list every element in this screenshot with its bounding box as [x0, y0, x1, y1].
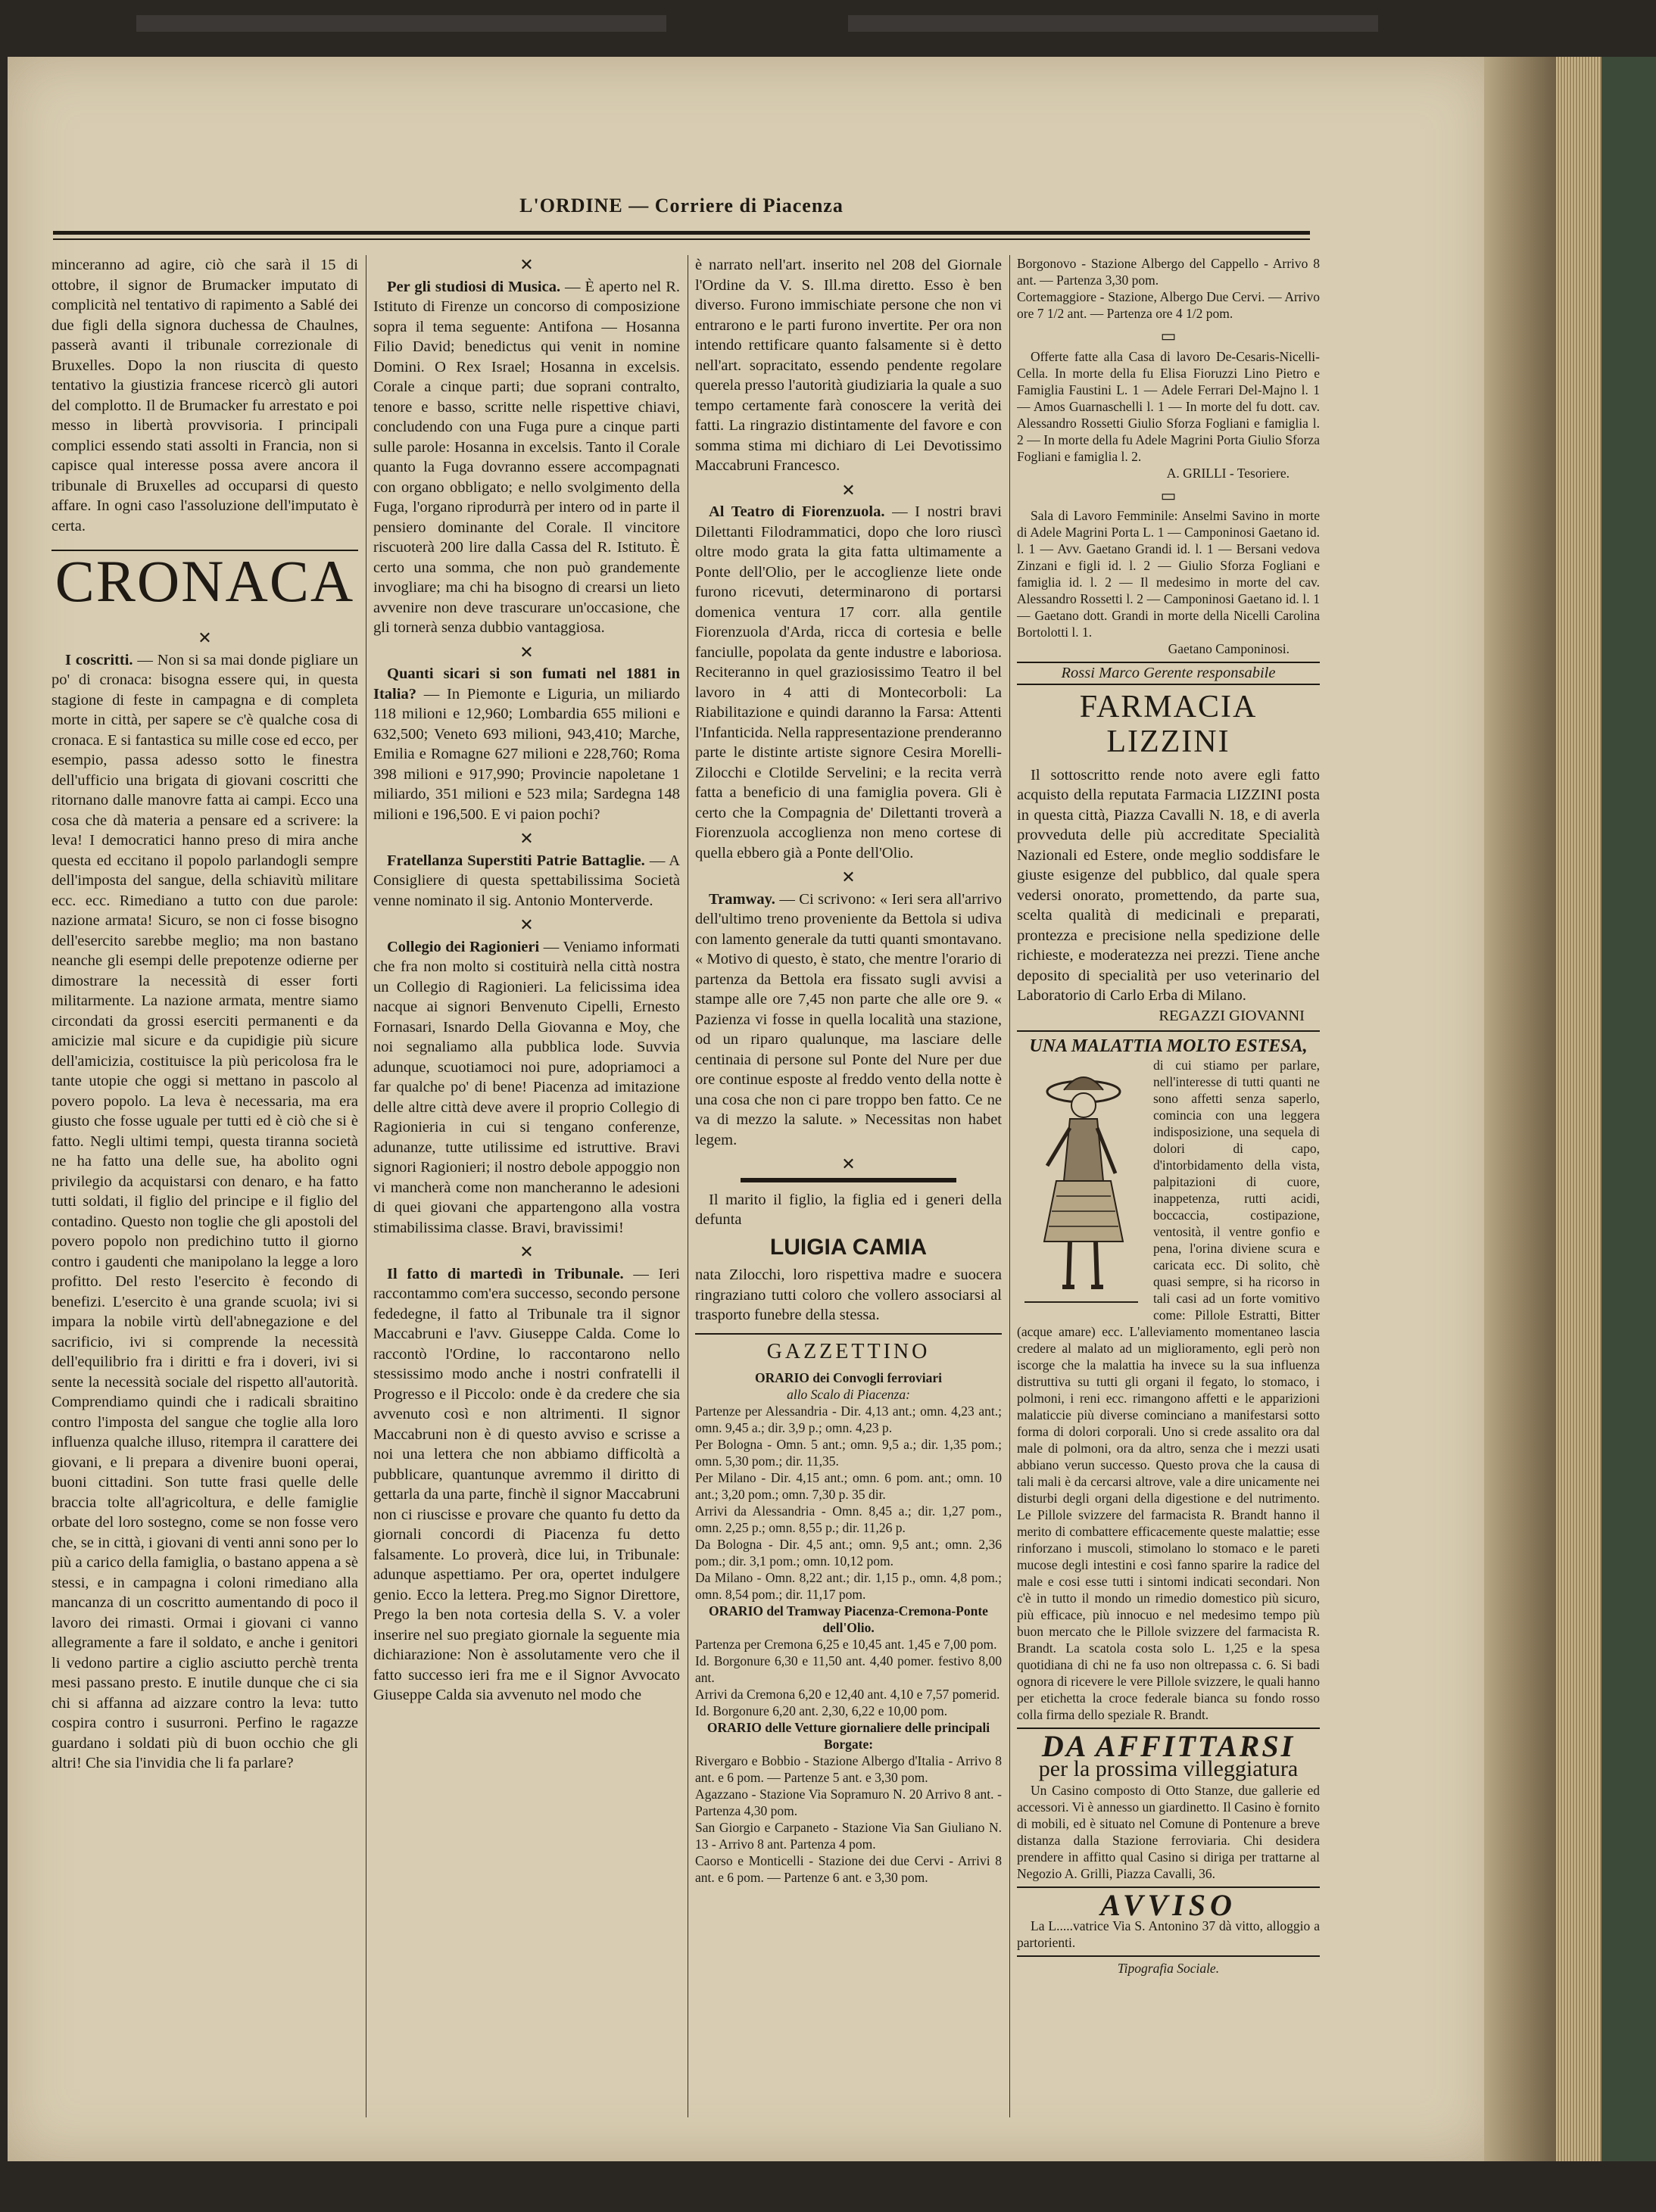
affittarsi-title: DA AFFITTARSI — [1041, 1728, 1296, 1763]
affittarsi-subtitle: per la prossima villeggiatura — [1038, 1756, 1299, 1781]
separator: ✕ — [841, 480, 856, 500]
mourning-rule — [741, 1178, 956, 1182]
letter-end: è narrato nell'art. inserito nel 208 del Giornale l'Ordine da V. S. Ill.ma diretto. Esso è ben diverso. Furono immischiate persone che non vi entrarono e le parti furono invertite. Per ora non intendo rettificare quanto falsamente si è detto nell'art. sopracitato, essendo pendente regolare querela presso l'autorità giudiziaria la quale a suo tempo certamente farà conoscere la verità dei fatti. La ringrazio distintamente del favore e con somma stima mi dichiaro di Lei Devotissimo Maccabruni Francesco. — [695, 257, 1002, 474]
sala-text: Sala di Lavoro Femminile: Anselmi Savino in morte di Adele Magrini Porta L. 1 — Camponinosi Gaetano id. l. 1 — Avv. Gaetano Grandi id. l. 1 — Bersani vedova Zinzani e figli id. l. 2 — Giulio Sforza Fogliani e famiglia id. l. 2 — Il medesimo in morte del cav. Alessandro Rossetti l. 2 — Camponinosi Gaetano id. l. 1 — Gaetano dott. Grandi in morte della Nicelli Carolina Bortolotti l. 1. — [1017, 508, 1320, 640]
article-text: — Ci scrivono: « Ieri sera all'arrivo dell'ultimo treno proveniente da Bettola si udiva con lamento generale da tutti quanti smontavano. « Motivo di questo, è stato, che mentre l'orario di partenza da Bettola era fissato sugli avvisi a stampe alle ore 7,45 non parte che alle ore 9. « Pazienza vi fosse in quella località una stazione, od un riparo qualunque, ma lasciare delle centinaia di persone sul Ponte del Nure per due ore continue esposte al freddo vento della notte è una cosa che non ci pare troppo ben fatto. Ce ne va di mezzo la salute. » Necessitas non habet legem. — [695, 890, 1002, 1148]
avviso-text: La L.....vatrice Via S. Antonino 37 dà vitto, alloggio a partorienti. — [1017, 1918, 1320, 1950]
masthead-rule-thin — [53, 238, 1310, 240]
necrology-text: Il marito il figlio, la figlia ed i generi della defunta — [695, 1191, 1002, 1228]
orario-line: Partenze per Alessandria - Dir. 4,13 ant.; omn. 4,23 ant.; omn. 9,45 a.; dir. 3,9 p.; omn. 4,23 p. — [695, 1404, 1002, 1435]
article-text: — È aperto nel R. Istituto di Firenze un concorso di composizione sopra il tema seguente: Antifona — Hosanna Filio David; benedictus qui venit in nomine Domini. O Rex Israel; Hosanna in excelsis. Corale a cinque parti; due soprani contralto, tenore e basso, scritte nelle rispettive chiavi, concludendo con una Fuga pure a cinque parti sulle parole: Hosanna in excelsis. Tanto il Corale quanto la Fuga dovranno essere accompagnati con organo obbligato; e nello svolgimento della Fuga, l'organo riprodurrà per intero od in parte il pensiero dominante del Corale. Il vincitore riscuoterà 200 lire dalla Cassa del R. Istituto. È certo una somma, che non può grandemente invogliare; ma chi ha bisogno di crearsi un lieto avvenire non deve trascurare un'occasione, che gli tornerà senza dubbio vantaggiosa. — [373, 278, 680, 636]
article-fratellanza — [373, 851, 680, 911]
gerente-line: Rossi Marco Gerente responsabile — [1017, 662, 1320, 685]
masthead: L'ORDINE — Corriere di Piacenza — [519, 195, 844, 217]
article-title: Tramway. — [709, 890, 775, 908]
separator: ✕ — [519, 642, 534, 662]
orario-line: Per Milano - Dir. 4,15 ant.; omn. 6 pom. ant.; omn. 10 ant.; 3,20 pom.; omn. 7,30 p. 35 dir. — [695, 1470, 1002, 1502]
article-ragionieri — [373, 937, 680, 1238]
column-2 — [373, 255, 680, 2117]
necrology-name: LUIGIA CAMIA — [769, 1234, 928, 1260]
separator: ✕ — [841, 868, 856, 886]
girl-illustration-icon — [1017, 1060, 1146, 1310]
tram-line: Arrivi da Cremona 6,20 e 12,40 ant. 4,10 e 7,57 pomerid. — [695, 1687, 1000, 1702]
column-1 — [51, 255, 358, 2117]
section-heading: CRONACA — [51, 550, 358, 612]
vetture-line: San Giorgio e Carpaneto - Stazione Via San Giuliano N. 13 - Arrivo 8 ant. Partenza 4 pom. — [695, 1820, 1002, 1852]
article-title: Il fatto di martedì in Tribunale. — [387, 1265, 624, 1282]
orario-line: Da Bologna - Dir. 4,5 ant.; omn. 9,5 ant.; omn. 2,36 pom.; dir. 3,1 pom.; omn. 10,12 pom. — [695, 1537, 1002, 1569]
book-gutter — [1484, 57, 1556, 2161]
orario-block — [695, 1369, 1002, 1886]
farmacia-title: FARMACIA LIZZINI — [1079, 689, 1258, 759]
page-edges — [1556, 57, 1601, 2161]
malattia-text: di cui stiamo per parlare, nell'interesse di tutti quanti ne sono affetti senza saperlo, comincia con una leggera indisposizione, una sequela di dolori di capo, d'intorbidamento della vista, palpitazioni di cuore, inappetenza, rutti acidi, boccaccia, costipazione, ventosità, il ventre gonfio e pena, l'orina diviene scura e caricata ecc. Di solito, chè quasi sempre, si ha ricorso in tali casi ad un forte vomitivo come: Pillole Estratti, Bitter (acque amare) ecc. L'alleviamento momentaneo lascia credere al malato ad un miglioramento, egli però non iscorge che la malattia ha invece su la sua influenza distruttiva su tutti gli organi il fegato, lo stomaco, i polmoni, i reni ecc. rimangono affetti e le apparizioni malaticcie più diverse cominciano a manifestarsi sotto forma di dolori corporali. Uno si crede assalito ora dal male di polmoni, ora da altro, senza che i mezzi usati abbiano verun successo. Questo prova che la causa di tali mali è da cercarsi altrove, vale a dire unicamente nei disturbi degli organi della digestione e del nutrimento. Le Pillole svizzere del farmacista R. Brandt hanno il merito di combattere efficacemente queste malattie; esse rinforzano i muscoli, stimolano lo stomaco e le pareti mucose degli intestini e così fanno sparire la radice del male e cosi esse tutti i sintomi indicati secondari. Non c'è in tutto il mondo un rimedio domestico più sicuro, più efficace, più innocuo e nel medesimo tempo più buon mercato che le Pillole svizzere del farmacista R. Brandt. La scatola costa solo L. 1,25 e la spesa quotidiana di chi ne fa uso non oltrepassa c. 6. Si badi ognora di ricevere le vere Pillole svizzere, le quali hanno per etichetta la croce federale bianca su fondo rosso colla firma dello speziale R. Brandt. — [1017, 1057, 1320, 1722]
vetture-line: Cortemaggiore - Stazione, Albergo Due Cervi. — Arrivo ore 7 1/2 ant. — Partenza ore 4 1/2 pom. — [1017, 289, 1320, 321]
malattia-ad — [1017, 1030, 1320, 1723]
separator: ✕ — [519, 1242, 534, 1261]
tram-line: Id. Borgonure 6,20 ant. 2,30, 6,22 e 10,00 pom. — [695, 1703, 948, 1718]
article-title: Collegio dei Ragionieri — [387, 938, 540, 955]
vetture-title: ORARIO delle Vetture giornaliere delle principali Borgate: — [706, 1720, 990, 1752]
article-text: — Ieri raccontammo com'era successo, secondo persone fededegne, il fatto al Tribunale tra il signor Maccabruni e l'avv. Giuseppe Calda. Come lo raccontò l'Ordine, lo raccontarono nello stessissimo modo anche i nostri confratelli il Progresso e il Piccolo: onde è da credere che sia avvenuto così e non altrimenti. Il signor Maccabruni non è di questo avviso e scrisse a noi una lettera che non abbiamo difficoltà a pubblicare, quantunque avremmo il diritto di gettarla da una parte, finchè il signor Maccabruni non ci riuscisse e provare che quanto fu detto da giornali concordi di Piacenza fu detto falsamente. Lo proverà, dice lui, in Tribunale: adunque aspettiamo. Per ora, opertet indulgere genio. Ecco la lettera. Preg.mo Signor Direttore, Prego la ben nota cortesia della S. V. a voler inserire nel suo pregiato giornale la seguente mia dichiarazione: Non è assolutamente vero che il fatto successo ieri fra me e il Signor Avvocato Giuseppe Calda sia avvenuto nel modo che — [373, 1265, 680, 1703]
article-teatro — [695, 502, 1002, 863]
tram-line: Partenza per Cremona 6,25 e 10,45 ant. 1,45 e 7,00 pom. — [695, 1637, 997, 1652]
gaetano-sign: Gaetano Camponinosi. — [1168, 641, 1290, 656]
orario-title: ORARIO dei Convogli ferroviari — [754, 1370, 943, 1385]
tesoriere-sign: A. GRILLI - Tesoriere. — [1166, 465, 1290, 481]
vetture-line: Agazzano - Stazione Via Sopramuro N. 20 Arrivo 8 ant. - Partenza 4,30 pom. — [695, 1787, 1002, 1818]
book-spine — [1601, 57, 1656, 2161]
necrology-text-2: nata Zilocchi, loro rispettiva madre e suocera ringraziano tutti coloro che vollero associarsi al trasporto funebre della stessa. — [695, 1266, 1002, 1323]
article-tramway — [695, 889, 1002, 1151]
article-musica — [373, 277, 680, 638]
separator: ✕ — [841, 1154, 856, 1173]
article-text: minceranno ad agire, ciò che sarà il 15 di ottobre, il signor de Brumacker imputato di complicità nel tentativo di rapimento a Sablé dei due figli della signora duchessa de Chaulnes, passerà avanti il tribunale correzionale di Bruxelles. Dopo la non riuscita di questo tentativo la giustizia francese ricercò gli autori del complotto. Il de Brumacker fu arrestato e poi messo in libertà provvisoria. I principali complici essendo stati assolti in Francia, non si capisce qual interesse possa avere ancora il tribunale di Bruxelles ad occuparsi di questo affare. In ogni caso l'assoluzione dell'imputato è certa. — [51, 257, 358, 534]
article-text: — A Consigliere di questa spettabilissima Società venne nominato il sig. Antonio Monterverde. — [373, 852, 680, 909]
column-4 — [1017, 255, 1320, 2117]
article-text: — Non si sa mai donde pigliare un po' di cronaca: bisogna essere qui, in questa stagione di feste in campagna e di completa morte in città, per sapere se c'è qualche cosa di cronaca. E si fantastica su mille cose ed ecco, per esempio, passa adesso sotto le finestra dell'ufficio una brigata di giovani coscritti che ritornano dalle manovre fatta ai campi. Ecco una cosa che dà materia a pensare ed a scrivere: la leva! I democratici hanno preso di mira anche questa ed eccitano il popolo parlandogli sempre dell'imposta del sangue, della schiavitù militare ecc. ecc. Rimediano a tutto con due parole: nazione armata! Sicuro, se non ci fosse bisogno dell'esercito sarebbe meglio; ma non bastano neanche gli esempi delle prepotenze odierne per dimostrare la necessità di esser forti militarmente. La nazione armata, mentre siamo circondati da grossi eserciti permanenti e da amicizie mal sicure e da cupidigie più sicure dell'amicizia, costituisce la più pericolosa fra le tante utopie che oggi si mettano in pascolo al povero popolo. La leva è necessaria, ma era giusto che fosse uguale per tutti ed è ciò che si è fatto. Negli ultimi tempi, questa tiranna società ne ha fatto una delle sue, ha abolito ogni privilegio da acquistarsi con denaro, e ha fatto tutti soldati, il figlio del principe e il figlio del contadino. Questo non toglie che gli apostoli del povero popolo non predichino tutto il giorno contro i gaudenti che manipolano la legge a loro profitto. Del resto l'esercito è fecondo di benefizi. L'esercito è una grande scuola; ivi si impara la nobile virtù dell'abnegazione e del sacrificio, ivi si comprende la necessità dell'equilibrio fra i diritti e fra i doveri, ivi si sente la necessità sociale del rispetto all'autorità. Comprendiamo quindi che i radicali sbraitino contro l'imposta del sangue che toglie alla loro influenza qualche illuso, ritempra il carattere dei giovani, e li prepara a divenire buoni operai, buoni cittadini. Son tutte frasi quelle delle braccia tolte all'agricoltura, e delle famiglie orbate del loro sostegno, come se non fosse vero che, se in città, i giovani di venti anni sono per lo più a carico della famiglia, o bastano appena a sè stessi, e in campagna i coloni rimediano alla mancanza di un coscritto aumentando di poco il lavoro dei rimasti. Ormai i giovani ci vanno allegramente a fare il soldato, e anche i genitori li vedono partire a ciglio asciutto perchè trenta mesi passano presto. E inutile dunque che ci sia chi si affanna ad aizzare contro la leva: tutto cospira contro i susurroni. Perfino le ragazze guardano i soldati più di buon occhio che gli altri! Che sia l'invidia che li fa parlare? — [51, 651, 358, 1771]
separator: ✕ — [198, 628, 212, 647]
article-title: Al Teatro di Fiorenzuola. — [709, 503, 885, 520]
tram-title: ORARIO del Tramway Piacenza-Cremona-Ponte dell'Olio. — [709, 1603, 988, 1635]
vetture-line: Borgonovo - Stazione Albergo del Cappello - Arrivo 8 ant. — Partenza 3,30 pom. — [1017, 256, 1320, 288]
farmacia-sign: REGAZZI GIOVANNI — [1159, 1007, 1305, 1024]
orario-line: Da Milano - Omn. 8,22 ant.; dir. 1,15 p., omn. 4,8 pom.; omn. 8,54 pom.; dir. 11,17 pom. — [695, 1570, 1002, 1602]
gazzettino-heading: GAZZETTINO — [695, 1333, 1002, 1363]
separator: ▭ — [1160, 485, 1177, 505]
orario-line: Per Bologna - Omn. 5 ant.; omn. 9,5 a.; dir. 1,35 pom.; omn. 5,30 pom.; dir. 11,35. — [695, 1437, 1002, 1469]
masthead-rule — [53, 231, 1310, 235]
newspaper-page — [8, 57, 1492, 2161]
column-3 — [695, 255, 1002, 2117]
book-cover-top-left — [136, 15, 666, 32]
article-title: Per gli studiosi di Musica. — [387, 278, 561, 295]
book-cover-top-right — [848, 15, 1378, 32]
vetture-line: Caorso e Monticelli - Stazione dei due Cervi - Arrivi 8 ant. e 6 pom. — Partenze 6 ant. e 3,30 pom. — [695, 1853, 1002, 1885]
affittarsi-ad — [1017, 1728, 1320, 1883]
orario-subtitle: allo Scalo di Piacenza: — [787, 1387, 910, 1402]
column-divider — [1009, 255, 1010, 2117]
malattia-title: UNA MALATTIA MOLTO ESTESA, — [1029, 1036, 1308, 1056]
article-title: Fratellanza Superstiti Patrie Battaglie. — [387, 852, 645, 869]
orario-line: Arrivi da Alessandria - Omn. 8,45 a.; dir. 1,27 pom., omn. 2,25 p.; omn. 8,55 p.; dir. 11,26 p. — [695, 1503, 1002, 1535]
avviso-title: AVVISO — [1100, 1888, 1237, 1922]
article-title: I coscritti. — [65, 651, 133, 668]
offerte-text: Offerte fatte alla Casa di lavoro De-Cesaris-Nicelli-Cella. In morte della fu Elisa Fioruzzi Lino Pietro e Famiglia Faustini L. 1 — Adele Ferrari Del-Majno l. 1 — Amos Guarnaschelli l. 1 — In morte del fu dott. cav. Alessandro Rossetti Giulio Sforza Fogliani e famiglia l. 2 — In morte della fu Adele Magrini Porta Giulio Sforza Fogliani e famiglia l. 2. — [1017, 348, 1320, 464]
article-coscritti — [51, 650, 358, 1774]
article-title: Quanti sicari si son fumati nel 1881 in Italia? — [373, 665, 680, 703]
article-martedi — [373, 1264, 680, 1706]
farmacia-text: Il sottoscritto rende noto avere egli fatto acquisto della reputata Farmacia LIZZINI posta in questa città, Piazza Cavalli N. 18, e di averla provveduta delle più accreditate Specialità Nazionali ed Estere, onde meglio soddisfare le giuste esigenze del pubblico, dal quale spera vedersi onorato, promettendo, da parte sua, scelta qualità di medicinali e preparati, prontezza e precisione nella spedizione delle richieste, e moderatezza nei prezzi. Tiene anche deposito di specialità per uso veterinario del Laboratorio di Carlo Erba di Milano. — [1017, 766, 1320, 1004]
avviso-ad — [1017, 1886, 1320, 1951]
article-sigari — [373, 664, 680, 824]
separator: ✕ — [519, 255, 534, 274]
article-text: — In Piemonte e Liguria, un miliardo 118 milioni e 12,960; Lombardia 655 milioni e 632,500; Veneto 693 milioni, 943,410; Marche, Emilia e Romagne 627 milioni e 228,760; Roma 398 milioni e 917,990; Provincie napoletane 1 miliardo, 351 milioni e 523 mila; Sardegna 148 milioni e 196,500. E vi paion pochi? — [373, 685, 680, 823]
article-text: — Veniamo informati che fra non molto si costituirà nella città nostra un Collegio di Ragionieri. La felicissima idea nacque ai signori Benvenuto Cipelli, Ernesto Fornasari, Isnardo Della Giovanna e Moy, che noi segnaliamo alla pubblica lode. Suvvia adunque, scuotiamoci noi pure, adopriamoci a far qualche po' di bene! Piacenza ad imitazione delle altre città deve avere il proprio Collegio di Ragionieria in cui si tengano conferenze, adunanze, tutte utilissime ed istruttive. Bravi signori Ragionieri; il nostro debole appoggio non vi mancherà come non mancheranno le adesioni di quei giovani che appartengono alla vostra stimabilissima classe. Bravi, bravissimi! — [373, 938, 680, 1236]
vetture-line: Rivergaro e Bobbio - Stazione Albergo d'Italia - Arrivo 8 ant. e 6 pom. — Partenze 5 ant. e 3,30 pom. — [695, 1753, 1002, 1785]
affittarsi-text: Un Casino composto di Otto Stanze, due gallerie ed accessori. Vi è annesso un giardinetto. Il Casino è fornito di mobili, ed è situato nel Comune di Pontenure a breve distanza dalla Stazione ferroviaria. Chi desidera prendere in affitto qual Casino si diriga per trattarne al Negozio A. Grilli, Piazza Cavalli, 36. — [1017, 1783, 1320, 1881]
separator: ✕ — [519, 915, 534, 934]
tram-line: Id. Borgonure 6,30 e 11,50 ant. 4,40 pomer. festivo 8,00 ant. — [695, 1653, 1002, 1685]
article-text: — I nostri bravi Dilettanti Filodrammatici, dopo che loro riuscì oltre modo grata la gita fatta ultimamente a Ponte dell'Olio, per le accoglienze liete onde furono ricevuti, determinarono di portarsi domenica ventura 17 corr. alla gentile Fiorenzuola d'Arda, ricca di cortesia e belle fanciulle, popolata da gente industre e laboriosa. Reciteranno in quel graziosissimo Teatro il bel lavoro in 4 atti di Montecorboli: La Riabilitazione e quindi daranno la Farsa: Attenti l'Infanticida. Nella rappresentazione prenderanno parte le distinte artiste signore Cesira Morelli-Zilocchi e Clotilde Servelini; e la recita verrà fatta a beneficio di una famiglia povera. Gli è certo che la Compagnia de' Dilettanti troverà a Fiorenzuola accoglienza non meno cortese di quella ebbero già a Ponte dell'Olio. — [695, 503, 1002, 861]
vetture-continued — [1017, 255, 1320, 322]
tipografia-footer: Tipografia Sociale. — [1017, 1955, 1320, 1977]
separator: ✕ — [519, 829, 534, 848]
separator: ▭ — [1160, 326, 1177, 345]
